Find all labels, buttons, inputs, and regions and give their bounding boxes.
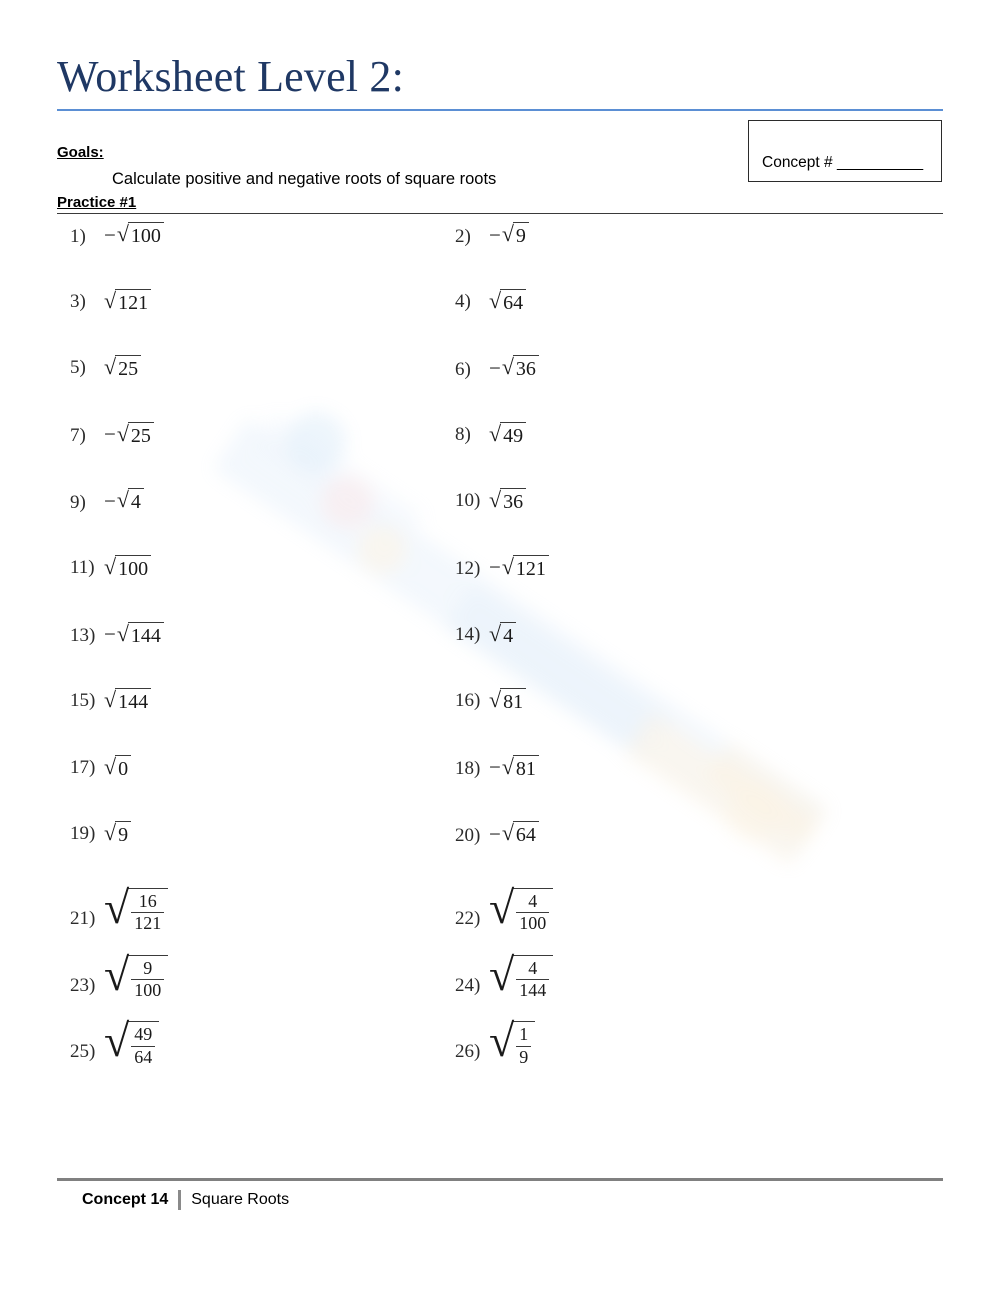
page-title: Worksheet Level 2: [57, 52, 405, 101]
problem-number: 23) [70, 974, 96, 996]
problem-number: 18) [455, 758, 481, 780]
radical-sign-icon: √ [104, 553, 117, 579]
problem-row [0, 355, 1000, 422]
problem-expression [104, 881, 168, 934]
problem-expression [489, 688, 526, 714]
radicand: 121 [513, 555, 549, 581]
radical-sign-icon: √ [501, 820, 514, 846]
radicand [127, 888, 168, 934]
radical-expression [502, 355, 539, 381]
problem-row [0, 622, 1000, 689]
problem-expression [104, 555, 151, 581]
radical-sign-icon: √ [116, 487, 129, 513]
radical-expression [489, 1015, 535, 1067]
radical-expression [489, 422, 526, 448]
problem-row [0, 688, 1000, 755]
radical-sign-icon: √ [489, 420, 502, 446]
problem-expression [489, 881, 553, 934]
problem-item [0, 881, 445, 934]
problem-item [0, 422, 445, 448]
problem-item [0, 555, 445, 581]
problem-expression [104, 948, 168, 1001]
footer-content [57, 1190, 943, 1210]
negative-sign: − [489, 355, 501, 380]
title-divider [57, 109, 943, 111]
radical-expression [489, 881, 553, 934]
fraction-numerator: 1 [519, 1024, 529, 1045]
problem-item [0, 622, 445, 648]
problem-item [0, 222, 445, 248]
problem-number: 10) [455, 490, 481, 512]
radicand: 0 [115, 755, 131, 781]
radicand: 64 [500, 289, 526, 315]
problem-item [0, 821, 445, 847]
radical-expression [104, 355, 141, 381]
problem-expression [104, 622, 164, 648]
radicand: 144 [128, 622, 164, 648]
radical-expression [502, 222, 529, 248]
negative-sign: − [489, 222, 501, 247]
practice-divider [57, 213, 943, 214]
radicand: 9 [513, 222, 529, 248]
radical-sign-icon: √ [501, 553, 514, 579]
fraction-denominator: 144 [516, 979, 549, 1000]
fraction-denominator: 64 [131, 1046, 155, 1067]
radicand [512, 955, 553, 1001]
problem-number: 3) [70, 290, 86, 312]
concept-number-label: Concept # __________ [762, 154, 924, 171]
footer-concept-label: Concept 14 [82, 1191, 169, 1208]
radical-sign-icon: √ [104, 948, 130, 1000]
fraction-numerator: 9 [143, 957, 153, 978]
radical-sign-icon: √ [489, 487, 502, 513]
fraction [516, 1025, 531, 1067]
problem-item [445, 622, 890, 648]
radical-sign-icon: √ [116, 221, 129, 246]
radical-expression [104, 948, 168, 1001]
radical-sign-icon: √ [104, 753, 117, 779]
radical-expression [117, 488, 144, 514]
problem-expression [104, 755, 131, 781]
radicand: 49 [500, 422, 526, 448]
radical-expression [489, 948, 553, 1001]
problem-number: 1) [70, 225, 86, 247]
fraction [131, 892, 164, 934]
radicand: 100 [115, 555, 151, 581]
radical-expression [489, 688, 526, 714]
radical-sign-icon: √ [501, 221, 514, 246]
problem-expression [489, 755, 539, 781]
radical-expression [502, 755, 539, 781]
page-footer [57, 1178, 943, 1210]
fraction [516, 892, 549, 934]
radical-sign-icon: √ [104, 354, 117, 380]
problem-row [0, 488, 1000, 555]
radical-sign-icon: √ [104, 687, 117, 713]
problem-expression [489, 821, 539, 847]
radical-sign-icon: √ [489, 620, 502, 646]
problem-expression [104, 355, 141, 381]
problem-item [0, 289, 445, 315]
radical-sign-icon: √ [501, 354, 514, 380]
problem-row [0, 881, 1000, 955]
problem-item [445, 555, 890, 581]
radical-sign-icon: √ [116, 620, 129, 646]
problem-item [0, 688, 445, 714]
radical-expression [502, 821, 539, 847]
problem-item [445, 222, 890, 248]
problem-item [445, 355, 890, 381]
radicand: 81 [500, 688, 526, 714]
radical-expression [104, 1015, 159, 1067]
problem-row [0, 422, 1000, 489]
radicand: 25 [128, 422, 154, 448]
problem-item [0, 948, 445, 1001]
fraction [131, 1025, 155, 1067]
radicand: 4 [500, 622, 516, 648]
problem-expression [489, 555, 549, 581]
problem-row [0, 289, 1000, 356]
problem-number: 20) [455, 824, 481, 846]
footer-subject-label: Square Roots [191, 1191, 290, 1208]
radical-sign-icon: √ [104, 1015, 130, 1067]
goals-text: Calculate positive and negative roots of square roots [112, 170, 497, 189]
problem-row [0, 222, 1000, 289]
problem-number: 8) [455, 423, 471, 445]
practice-section-header [57, 194, 943, 214]
radicand [512, 888, 553, 934]
radicand: 100 [128, 222, 164, 248]
problems-grid [0, 222, 1000, 1088]
problem-expression [104, 821, 131, 847]
problem-expression [489, 422, 526, 448]
problem-expression [104, 1015, 159, 1067]
radical-sign-icon: √ [104, 287, 117, 313]
radical-expression [489, 289, 526, 315]
radicand [127, 955, 168, 1001]
problem-expression [104, 289, 151, 315]
negative-sign: − [104, 488, 116, 513]
problem-item [445, 948, 890, 1001]
problem-number: 14) [455, 623, 481, 645]
page-title-block [57, 52, 943, 111]
radicand: 36 [500, 488, 526, 514]
fraction [516, 959, 549, 1001]
radical-expression [117, 422, 154, 448]
problem-expression [489, 948, 553, 1001]
problem-number: 6) [455, 358, 471, 380]
problem-row [0, 1015, 1000, 1088]
problem-number: 2) [455, 225, 471, 247]
problem-item [0, 755, 445, 781]
concept-number-box[interactable] [748, 120, 942, 182]
problem-item [0, 488, 445, 514]
radical-expression [104, 755, 131, 781]
problem-row [0, 755, 1000, 822]
problem-number: 26) [455, 1041, 481, 1063]
radical-sign-icon: √ [104, 820, 117, 846]
radical-expression [104, 289, 151, 315]
problem-expression [104, 422, 154, 448]
radical-expression [104, 688, 151, 714]
radical-expression [489, 622, 516, 648]
fraction-numerator: 4 [528, 957, 538, 978]
footer-divider [57, 1178, 943, 1181]
negative-sign: − [104, 222, 116, 247]
problem-number: 12) [455, 558, 481, 580]
problem-number: 5) [70, 357, 86, 379]
problem-number: 19) [70, 823, 96, 845]
problem-item [445, 688, 890, 714]
fraction-denominator: 9 [516, 1046, 531, 1067]
problem-item [445, 488, 890, 514]
problem-number: 22) [455, 907, 481, 929]
radical-sign-icon: √ [501, 753, 514, 779]
problem-expression [489, 1015, 535, 1067]
fraction-denominator: 100 [131, 979, 164, 1000]
problem-number: 25) [70, 1041, 96, 1063]
problem-number: 4) [455, 290, 471, 312]
radicand: 36 [513, 355, 539, 381]
problem-number: 7) [70, 425, 86, 447]
practice-label: Practice #1 [57, 194, 137, 211]
fraction-numerator: 49 [134, 1024, 153, 1045]
radicand: 144 [115, 688, 151, 714]
radicand [127, 1021, 159, 1067]
radical-expression [117, 222, 164, 248]
radical-expression [104, 881, 168, 934]
radical-sign-icon: √ [489, 881, 515, 933]
problem-number: 9) [70, 491, 86, 513]
problem-number: 13) [70, 625, 96, 647]
problem-expression [489, 488, 526, 514]
negative-sign: − [489, 555, 501, 580]
radical-sign-icon: √ [489, 948, 515, 1000]
radical-expression [502, 555, 549, 581]
radicand: 9 [115, 821, 131, 847]
problem-number: 11) [70, 556, 95, 578]
problem-row [0, 948, 1000, 1022]
negative-sign: − [104, 622, 116, 647]
fraction-denominator: 121 [131, 912, 164, 933]
radicand: 64 [513, 821, 539, 847]
problem-item [445, 821, 890, 847]
problem-expression [104, 688, 151, 714]
fraction-numerator: 4 [528, 890, 538, 911]
radicand: 25 [115, 355, 141, 381]
fraction-numerator: 16 [138, 890, 157, 911]
goals-section [57, 143, 717, 191]
problem-item [445, 881, 890, 934]
problem-item [0, 1015, 445, 1067]
problem-number: 16) [455, 690, 481, 712]
radicand: 81 [513, 755, 539, 781]
problem-expression [104, 488, 144, 514]
problem-row [0, 821, 1000, 888]
problem-expression [489, 355, 539, 381]
radical-sign-icon: √ [104, 881, 130, 933]
radical-expression [489, 488, 526, 514]
problem-item [445, 289, 890, 315]
problem-expression [489, 622, 516, 648]
problem-expression [489, 222, 529, 248]
problem-item [445, 1015, 890, 1067]
radicand: 121 [115, 289, 151, 315]
fraction [131, 959, 164, 1001]
problem-item [445, 422, 890, 448]
negative-sign: − [104, 422, 116, 447]
radical-expression [104, 821, 131, 847]
footer-separator [178, 1190, 181, 1210]
radicand: 4 [128, 488, 144, 514]
negative-sign: − [489, 821, 501, 846]
problem-expression [489, 289, 526, 315]
problem-item [0, 355, 445, 381]
problem-number: 21) [70, 907, 96, 929]
problem-number: 24) [455, 974, 481, 996]
problem-number: 15) [70, 690, 96, 712]
radical-sign-icon: √ [489, 687, 502, 713]
radical-expression [117, 622, 164, 648]
radical-sign-icon: √ [489, 1015, 515, 1067]
radicand [512, 1021, 535, 1067]
problem-number: 17) [70, 756, 96, 778]
radical-sign-icon: √ [116, 420, 129, 446]
problem-row [0, 555, 1000, 622]
radical-sign-icon: √ [489, 287, 502, 313]
problem-item [445, 755, 890, 781]
fraction-denominator: 100 [516, 912, 549, 933]
goals-label: Goals: [57, 144, 104, 161]
problem-expression [104, 222, 164, 248]
negative-sign: − [489, 755, 501, 780]
radical-expression [104, 555, 151, 581]
